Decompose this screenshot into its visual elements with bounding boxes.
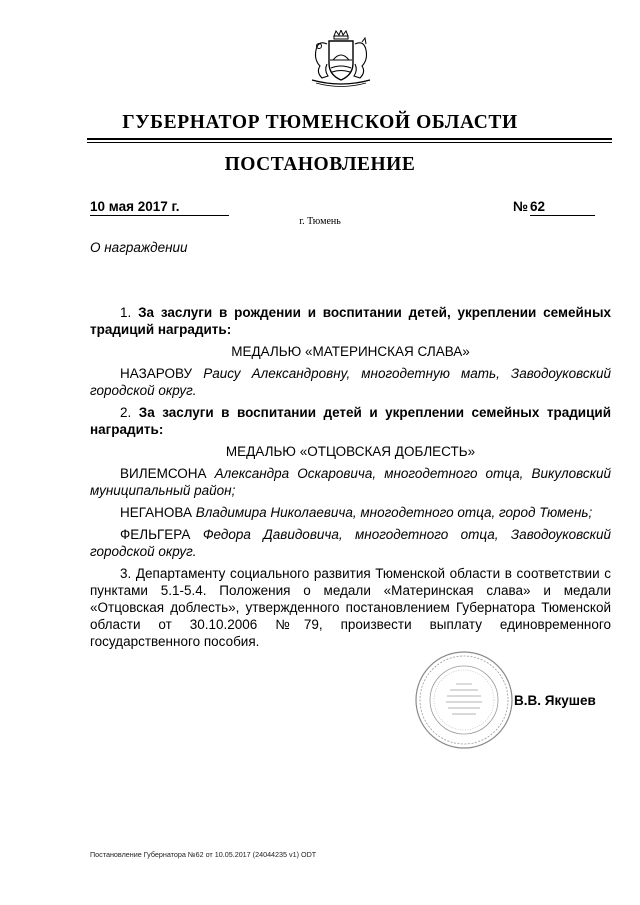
document-city: г. Тюмень xyxy=(299,216,341,227)
awardee-1 xyxy=(90,365,611,399)
paragraph-2-number: 2. xyxy=(120,405,139,420)
document-type-title: ПОСТАНОВЛЕНИЕ xyxy=(224,154,416,175)
document-subject: О награждении xyxy=(90,240,188,255)
number-sign: № xyxy=(513,199,529,214)
paragraph-3: 3. Департаменту социального развития Тюменской области в соответствии с пунктами 5.1-5.4. Положения о медали «Материнская слава» и медали «Отцовская доблесть», утвержденного постановлением Губернатора Тюменской области от 30.10.2006 №79, произвести выплату единовременного государственного пособия. xyxy=(90,566,611,649)
medal-title-paternal: МЕДАЛЬЮ «ОТЦОВСКАЯ ДОБЛЕСТЬ» xyxy=(225,444,476,459)
awardee-3 xyxy=(90,504,611,521)
paragraph-2-text: За заслуги в воспитании детей и укреплении семейных традиций наградить: xyxy=(90,405,611,437)
paragraph-1-text: За заслуги в рождении и воспитании детей, укреплении семейных традиций наградить: xyxy=(90,305,611,337)
document-date: 10 мая 2017 г. xyxy=(90,199,229,216)
awardee-2-details: Александра Оскаровича, многодетного отца, Викуловский муниципальный район; xyxy=(90,466,611,498)
paragraph-1-number: 1. xyxy=(120,305,139,320)
awardee-2 xyxy=(90,465,611,499)
official-seal-stamp xyxy=(414,650,514,750)
signatory-name: В.В. Якушев xyxy=(514,693,596,708)
organization-title: ГУБЕРНАТОР ТЮМЕНСКОЙ ОБЛАСТИ xyxy=(122,112,518,133)
awardee-1-surname: НАЗАРОВУ xyxy=(120,366,204,381)
awardee-1-details: Раису Александровну, многодетную мать, Заводоуковский городской округ. xyxy=(90,366,612,398)
document-footer: Постановление Губернатора №62 от 10.05.2017 (24044235 v1) ODT xyxy=(90,850,317,859)
coat-of-arms-icon xyxy=(298,30,384,88)
awardee-3-surname: НЕГАНОВА xyxy=(120,505,196,520)
awardee-2-surname: ВИЛЕМСОНА xyxy=(120,466,215,481)
awardee-4 xyxy=(90,526,611,560)
awardee-4-surname: ФЕЛЬГЕРА xyxy=(120,527,203,542)
paragraph-1 xyxy=(90,304,611,338)
medal-title-maternal: МЕДАЛЬЮ «МАТЕРИНСКАЯ СЛАВА» xyxy=(231,344,470,359)
header-divider-thick xyxy=(87,138,612,140)
document-body xyxy=(90,304,611,655)
paragraph-2 xyxy=(90,404,611,438)
document-number: 62 xyxy=(530,199,595,216)
header-divider-thin xyxy=(87,142,612,143)
awardee-3-details: Владимира Николаевича, многодетного отца, город Тюмень; xyxy=(195,505,593,520)
awardee-4-details: Федора Давидовича, многодетного отца, Заводоуковский городской округ. xyxy=(90,527,611,559)
